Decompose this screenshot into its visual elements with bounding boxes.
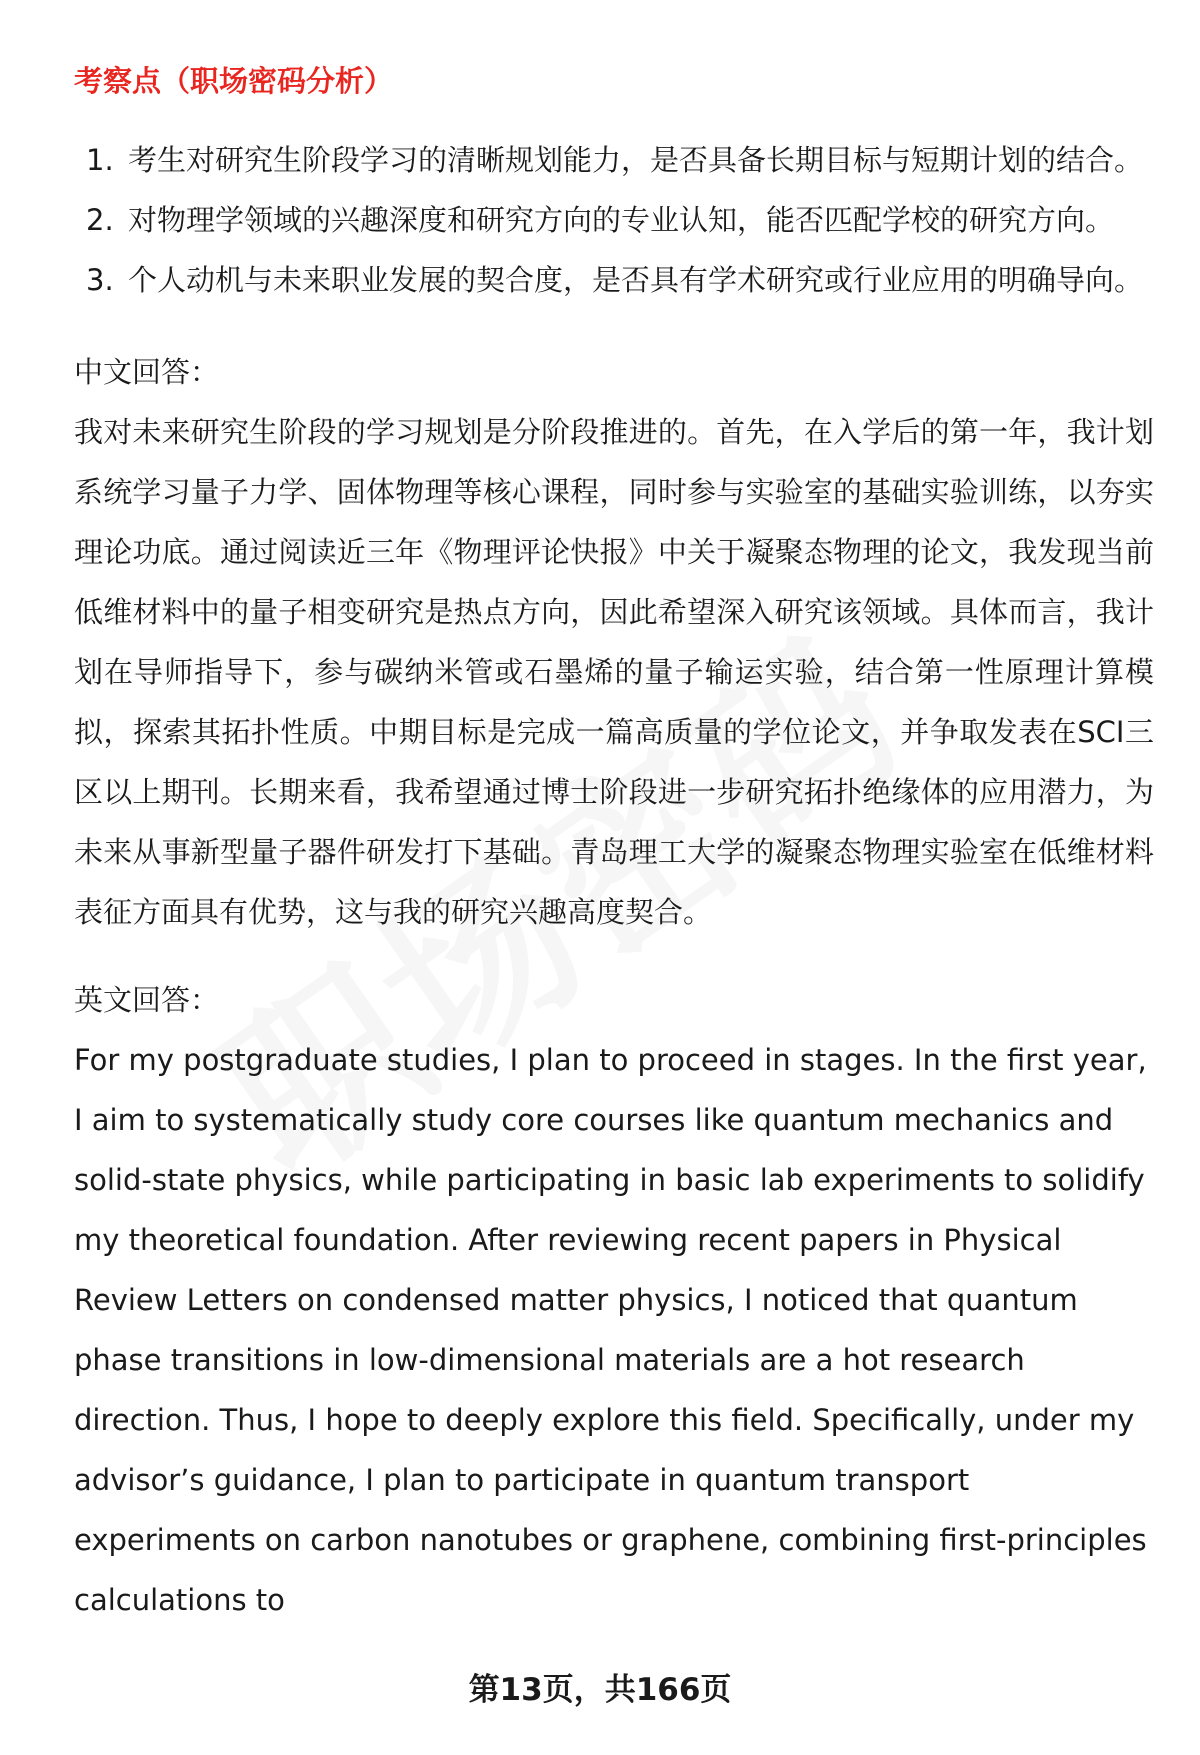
list-item-text: 个人动机与未来职业发展的契合度，是否具有学术研究或行业应用的明确导向。 xyxy=(128,263,1144,297)
page-number: 第13页，共166页 xyxy=(0,1665,1200,1715)
list-item xyxy=(74,130,1154,190)
english-answer-label: 英文回答： xyxy=(74,983,220,1017)
list-item xyxy=(74,190,1154,250)
english-answer-text: For my postgraduate studies, I plan to proceed in stages. In the first year, I aim to systematically study core courses like quantum mechanics and solid-state physics, while participating in basic lab experiments to solidify my theoretical foundation. After reviewing recent papers in Physical Review Letters on condensed matter physics, I noticed that quantum phase transitions in low-dimensional materials are a hot research direction. Thus, I hope to deeply explore this field. Specifically, under my advisor’s guidance, I plan to participate in quantum transport experiments on carbon nanotubes or graphene, combining first-principles calculations to xyxy=(74,1043,1147,1617)
chinese-answer-label: 中文回答： xyxy=(74,355,220,389)
chinese-answer-text: 我对未来研究生阶段的学习规划是分阶段推进的。首先，在入学后的第一年，我计划系统学习量子力学、固体物理等核心课程，同时参与实验室的基础实验训练，以夯实理论功底。通过阅读近三年《物理评论快报》中关于凝聚态物理的论文，我发现当前低维材料中的量子相变研究是热点方向，因此希望深入研究该领域。具体而言，我计划在导师指导下，参与碳纳米管或石墨烯的量子输运实验，结合第一性原理计算模拟，探索其拓扑性质。中期目标是完成一篇高质量的学位论文，并争取发表在SCI三区以上期刊。长期来看，我希望通过博士阶段进一步研究拓扑绝缘体的应用潜力，为未来从事新型量子器件研发打下基础。青岛理工大学的凝聚态物理实验室在低维材料表征方面具有优势，这与我的研究兴趣高度契合。 xyxy=(74,415,1154,929)
list-number: 2. xyxy=(86,203,114,237)
list-item-text: 考生对研究生阶段学习的清晰规划能力，是否具备长期目标与短期计划的结合。 xyxy=(128,143,1144,177)
section-title: 考察点（职场密码分析） xyxy=(74,64,394,98)
list-number: 3. xyxy=(86,263,114,297)
list-number: 1. xyxy=(86,143,114,177)
list-item xyxy=(74,250,1154,310)
list-item-text: 对物理学领域的兴趣深度和研究方向的专业认知，能否匹配学校的研究方向。 xyxy=(128,203,1115,237)
document-page xyxy=(74,56,1154,1630)
key-points-list xyxy=(74,130,1154,310)
